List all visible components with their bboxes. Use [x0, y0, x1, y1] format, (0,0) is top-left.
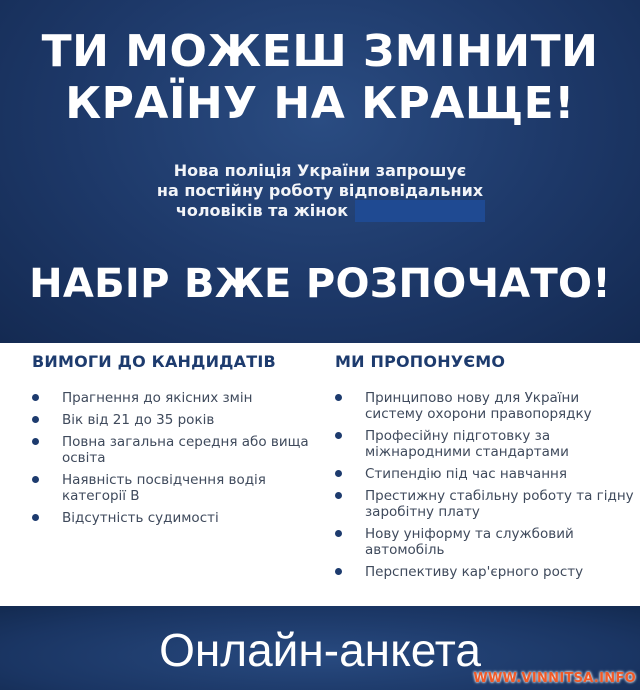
bullet-icon — [335, 432, 342, 439]
offer-list — [335, 390, 635, 580]
list-item — [32, 510, 312, 526]
list-item-text: Принципово нову для України систему охорони правопорядку — [365, 390, 592, 422]
requirements-list — [32, 390, 312, 526]
list-item-text: Стипендію під час навчання — [365, 466, 568, 482]
footer-banner — [0, 606, 640, 690]
site-watermark: WWW.VINNITSA.INFO — [473, 671, 636, 686]
bullet-icon — [32, 514, 39, 521]
list-item-text: Професійну підготовку за міжнародними стандартами — [365, 428, 569, 460]
bullet-icon — [32, 394, 39, 401]
requirements-section — [32, 351, 312, 532]
list-item — [335, 428, 635, 460]
list-item-text: Престижну стабільну роботу та гідну заробітну плату — [365, 488, 634, 520]
bullet-icon — [32, 476, 39, 483]
bullet-icon — [335, 492, 342, 499]
list-item-text: Відсутність судимості — [62, 510, 219, 526]
list-item — [335, 466, 635, 482]
list-item — [32, 412, 312, 428]
online-form-link[interactable]: Онлайн-анкета — [159, 624, 481, 676]
list-item-text: Повна загальна середня або вища освіта — [62, 434, 309, 466]
list-item — [32, 434, 312, 466]
requirements-title: ВИМОГИ ДО КАНДИДАТІВ — [32, 352, 276, 371]
invite-line-1: Нова поліція України запрошує — [173, 161, 467, 180]
list-item — [32, 472, 312, 504]
bullet-icon — [32, 416, 39, 423]
offer-title: МИ ПРОПОНУЄМО — [335, 352, 506, 371]
invite-line-3: чоловіків та жінок — [175, 201, 349, 220]
bullet-icon — [32, 438, 39, 445]
hero-banner — [0, 0, 640, 343]
list-item-text: Вік від 21 до 35 років — [62, 412, 215, 428]
list-item-text: Перспективу кар'єрного росту — [365, 564, 584, 580]
list-item-text: Прагнення до якісних змін — [62, 390, 253, 406]
list-item — [32, 390, 312, 406]
invite-line-2: на постійну роботу відповідальних — [156, 181, 484, 200]
list-item — [335, 390, 635, 422]
list-item-text: Нову уніформу та службовий автомобіль — [365, 526, 574, 558]
redaction-box — [355, 200, 485, 222]
list-item — [335, 564, 635, 580]
recruitment-banner: НАБІР ВЖЕ РОЗПОЧАТО! — [29, 261, 611, 307]
offer-section — [335, 351, 635, 586]
bullet-icon — [335, 568, 342, 575]
bullet-icon — [335, 530, 342, 537]
headline-line-1: ТИ МОЖЕШ ЗМІНИТИ — [41, 26, 599, 77]
list-item-text: Наявність посвідчення водія категорії В — [62, 472, 266, 504]
list-item — [335, 526, 635, 558]
bullet-icon — [335, 394, 342, 401]
bullet-icon — [335, 470, 342, 477]
list-item — [335, 488, 635, 520]
headline-line-2: КРАЇНУ НА КРАЩЕ! — [65, 78, 575, 129]
